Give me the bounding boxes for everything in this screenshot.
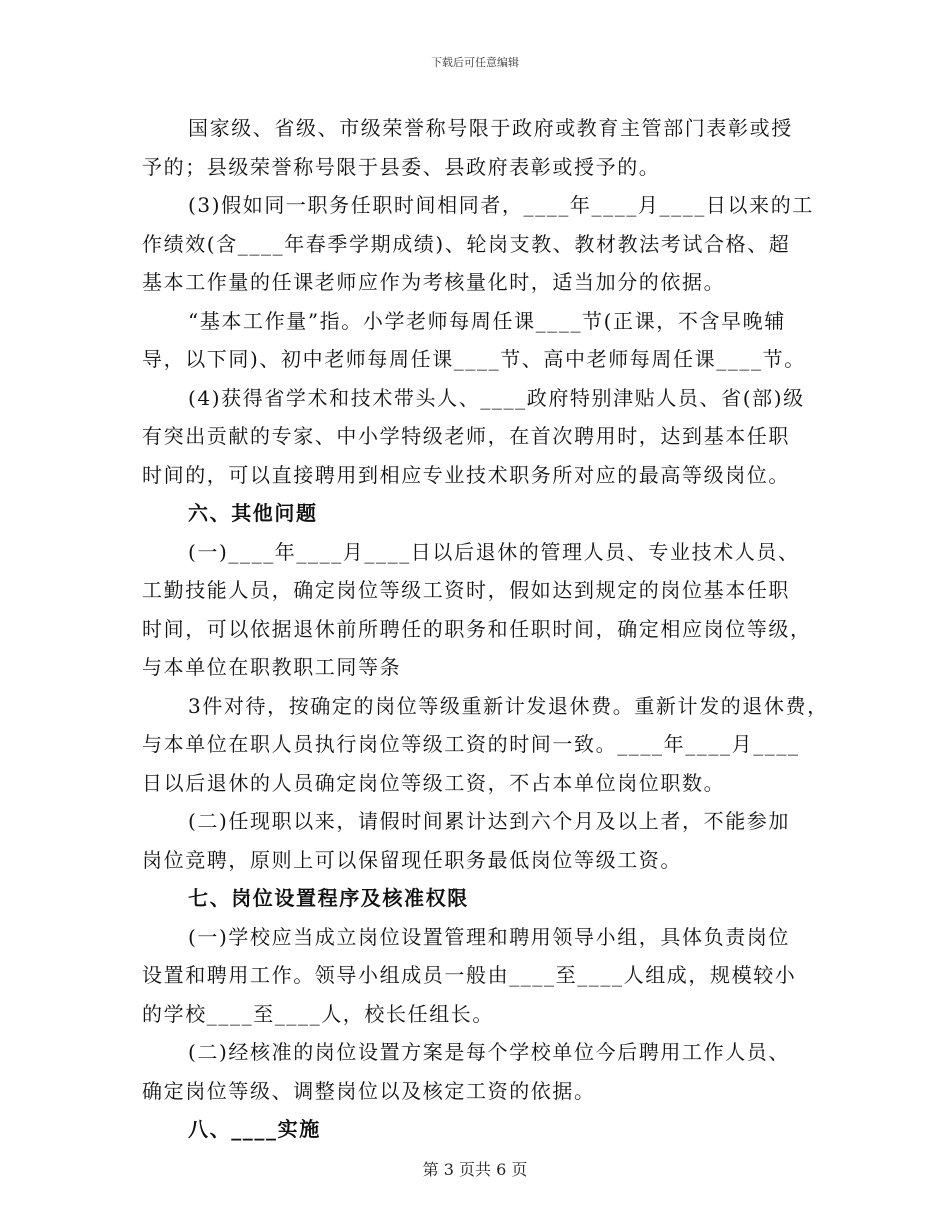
text-line: 导，以下同)、初中老师每周任课____节、高中老师每周任课____节。 [142, 347, 806, 371]
text-line: 基本工作量的任课老师应作为考核量化时，适当加分的依据。 [142, 270, 726, 294]
text-line: (二)任现职以来，请假时间累计达到六个月及以上者，不能参加 [188, 809, 791, 833]
text-line: (一)学校应当成立岗位设置管理和聘用领导小组，具体负责岗位 [188, 924, 791, 949]
text-line: 设置和聘用工作。领导小组成员一般由____至____人组成，规模较小 [142, 963, 797, 987]
text-line: “基本工作量”指。小学老师每周任课____节(正课，不含早晚辅 [188, 308, 786, 333]
text-line: 有突出贡献的专家、中小学特级老师，在首次聘用时，达到基本任职 [142, 424, 790, 448]
section-heading: 七、岗位设置程序及核准权限 [188, 886, 469, 910]
text-line: 岗位竞聘，原则上可以保留现任职务最低岗位等级工资。 [142, 847, 682, 872]
text-line: 时间的，可以直接聘用到相应专业技术职务所对应的最高等级岗位。 [142, 462, 790, 487]
text-line: 日以后退休的人员确定岗位等级工资，不占本单位岗位职数。 [142, 770, 726, 795]
document-body [142, 109, 829, 1149]
section-heading: 六、其他问题 [188, 501, 318, 525]
page-header: 下载后可任意编辑 [431, 56, 519, 69]
text-line: 的学校____至____人，校长任组长。 [142, 1001, 494, 1026]
page-footer: 第 3 页共 6 页 [422, 1160, 528, 1179]
text-line: (一)____年____月____日以后退休的管理人员、专业技术人员、 [188, 539, 800, 564]
text-line: 时间，可以依据退休前所聘任的职务和任职时间，确定相应岗位等级， [142, 616, 812, 641]
text-line: 予的；县级荣誉称号限于县委、县政府表彰或授予的。 [142, 154, 661, 179]
text-line: 作绩效(含____年春季学期成绩)、轮岗支教、教材教法考试合格、超 [142, 231, 791, 256]
text-line: (二)经核准的岗位设置方案是每个学校单位今后聘用工作人员、 [188, 1040, 791, 1064]
text-line: (3)假如同一职务任职时间相同者，____年____月____日以来的工 [188, 193, 814, 217]
section-heading: 八、____实施 [188, 1117, 321, 1141]
text-line: 与本单位在职教职工同等条 [142, 655, 402, 679]
text-line: (4)获得省学术和技术带头人、____政府特别津贴人员、省(部)级 [188, 385, 805, 410]
text-line: 3件对待，按确定的岗位等级重新计发退休费。重新计发的退休费， [188, 693, 829, 718]
text-line: 与本单位在职人员执行岗位等级工资的时间一致。____年____月____ [142, 732, 800, 756]
text-line: 工勤技能人员，确定岗位等级工资时，假如达到规定的岗位基本任职 [142, 578, 790, 602]
text-line: 确定岗位等级、调整岗位以及核定工资的依据。 [142, 1078, 596, 1103]
text-line: 国家级、省级、市级荣誉称号限于政府或教育主管部门表彰或授 [188, 116, 793, 140]
